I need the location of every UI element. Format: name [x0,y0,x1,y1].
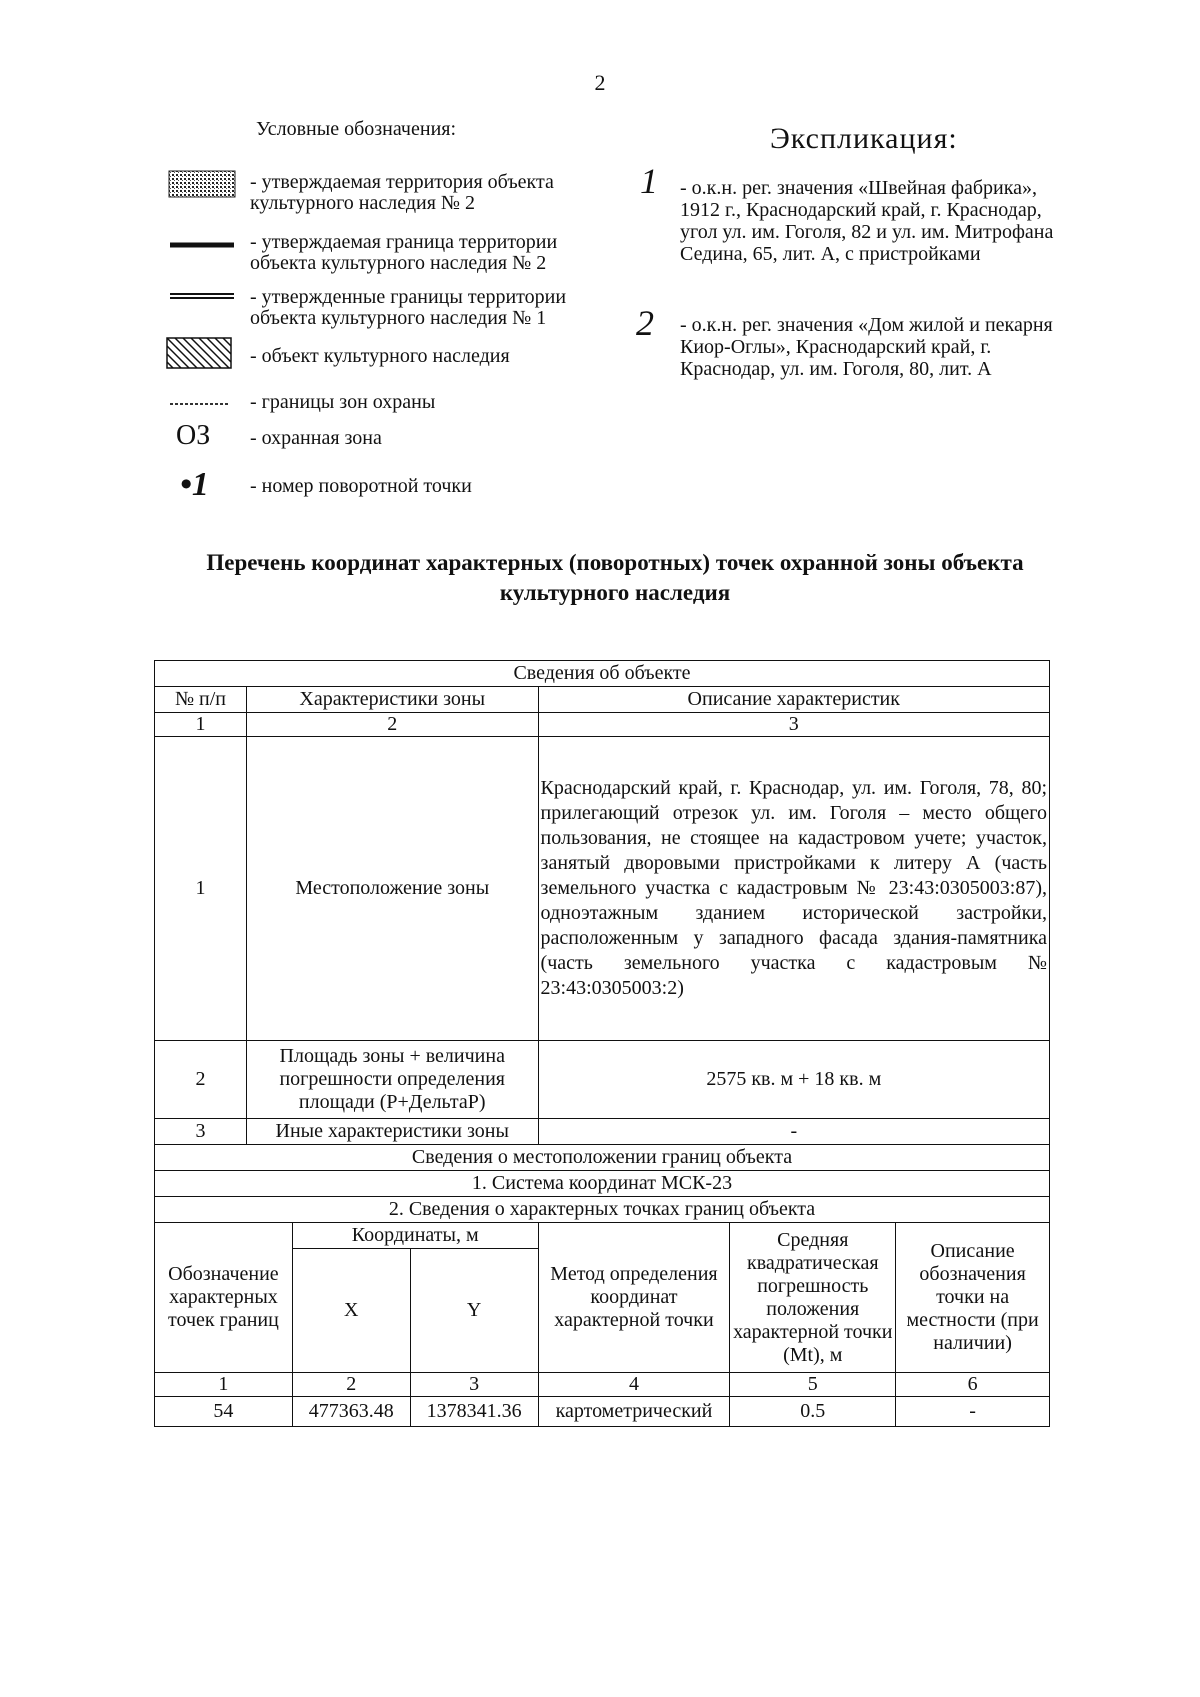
table-row [155,687,1050,713]
table-row [155,1171,1050,1197]
row-name: Иные характеристики зоны [246,1119,538,1145]
explication-title: Экспликация: [770,122,958,155]
legend-item-territory-2: - утверждаемая территория объекта культурного наследия № 2 [250,171,554,214]
page-number: 2 [594,70,606,95]
row-num: 1 [155,737,247,1041]
index-cell: 1 [155,1373,293,1397]
table-row [155,1041,1050,1119]
section-location: Сведения о местоположении границ объекта [155,1145,1050,1171]
thick-line-icon [168,236,236,244]
row-desc: 2575 кв. м + 18 кв. м [538,1041,1049,1119]
diagonal-hatch-icon [166,337,232,369]
error-header: Средняя квадратическая погрешность положения характерной точки (Mt), м [730,1223,896,1373]
legend-item-boundaries-1: - утвержденные границы территории объекта культурного наследия № 1 [250,286,567,329]
index-cell: 2 [246,713,538,737]
y-header: Y [410,1249,538,1373]
col-num-header: № п/п [155,687,247,713]
table-row [155,1397,1050,1427]
table-row [155,1223,1050,1249]
description-header: Описание обозначения точки на местности (при наличии) [896,1223,1050,1373]
row-num: 3 [155,1119,247,1145]
table-row [155,661,1050,687]
point-mt: 0.5 [730,1397,896,1427]
protection-zone-symbol: ОЗ [176,420,211,451]
table-row [155,1119,1050,1145]
row-num: 2 [155,1041,247,1119]
point-desc: - [896,1397,1050,1427]
index-cell: 6 [896,1373,1050,1397]
explication-item-1: - о.к.н. рег. значения «Швейная фабрика», 1912 г., Краснодарский край, г. Краснодар, угол ул. им. Гоголя, 82 и ул. им. Митрофана Седина, 65, лит. А, с пристройками [680,177,1054,265]
col-char-header: Характеристики зоны [246,687,538,713]
index-cell: 4 [538,1373,730,1397]
point-y: 1378341.36 [410,1397,538,1427]
legend-title: Условные обозначения: [256,118,457,140]
section-points: 2. Сведения о характерных точках границ объекта [155,1197,1050,1223]
table-row [155,713,1050,737]
index-cell: 3 [538,713,1049,737]
table-heading: Перечень координат характерных (поворотных) точек охранной зоны объекта культурного наследия [206,550,1024,605]
turning-point-symbol: •1 [180,466,209,503]
row-name: Местоположение зоны [246,737,538,1041]
section-system: 1. Система координат МСК-23 [155,1171,1050,1197]
col-desc-header: Описание характеристик [538,687,1049,713]
coordinates-table [154,660,1050,1427]
point-method: картометрический [538,1397,730,1427]
point-x: 477363.48 [292,1397,410,1427]
explication-number-2: 2 [636,303,654,343]
table-row [155,737,1050,1041]
legend-item-heritage-object: - объект культурного наследия [250,345,510,367]
explication-item-2: - о.к.н. рег. значения «Дом жилой и пекарня Киор-Оглы», Краснодарский край, г. Краснодар, ул. им. Гоголя, 80, лит. А [680,314,1053,380]
section-object: Сведения об объекте [155,661,1050,687]
designation-header: Обозначение характерных точек границ [155,1223,293,1373]
dotted-line-icon [168,395,232,403]
index-cell: 5 [730,1373,896,1397]
index-cell: 3 [410,1373,538,1397]
row-desc: - [538,1119,1049,1145]
legend-item-boundary-2: - утверждаемая граница территории объекта культурного наследия № 2 [250,231,558,274]
legend-item-protection-zone: - охранная зона [250,427,382,449]
hatched-territory-icon [168,170,236,198]
x-header: X [292,1249,410,1373]
row-desc: Краснодарский край, г. Краснодар, ул. им. Гоголя, 78, 80; прилегающий отрезок ул. им. Гоголя – место общего пользования, не стоящее на кадастровом учете; участок, занятый дворовыми пристройками к литеру А (часть земельного участка с кадастровым № 23:43:0305003:87), одноэтажным зданием исторической застройки, расположенным у западного фасада здания-памятника (часть земельного участка с кадастровым № 23:43:0305003:2) [538,737,1049,1041]
row-name: Площадь зоны + величина погрешности определения площади (Р+ДельтаР) [246,1041,538,1119]
explication-number-1: 1 [640,161,658,201]
index-cell: 1 [155,713,247,737]
index-cell: 2 [292,1373,410,1397]
legend-item-turning-point: - номер поворотной точки [250,475,472,497]
table-row [155,1145,1050,1171]
legend-item-zone-boundaries: - границы зон охраны [250,391,436,413]
coords-header: Координаты, м [292,1223,538,1249]
double-line-icon [168,288,236,298]
table-row [155,1373,1050,1397]
table-row [155,1197,1050,1223]
point-id: 54 [155,1397,293,1427]
method-header: Метод определения координат характерной точки [538,1223,730,1373]
